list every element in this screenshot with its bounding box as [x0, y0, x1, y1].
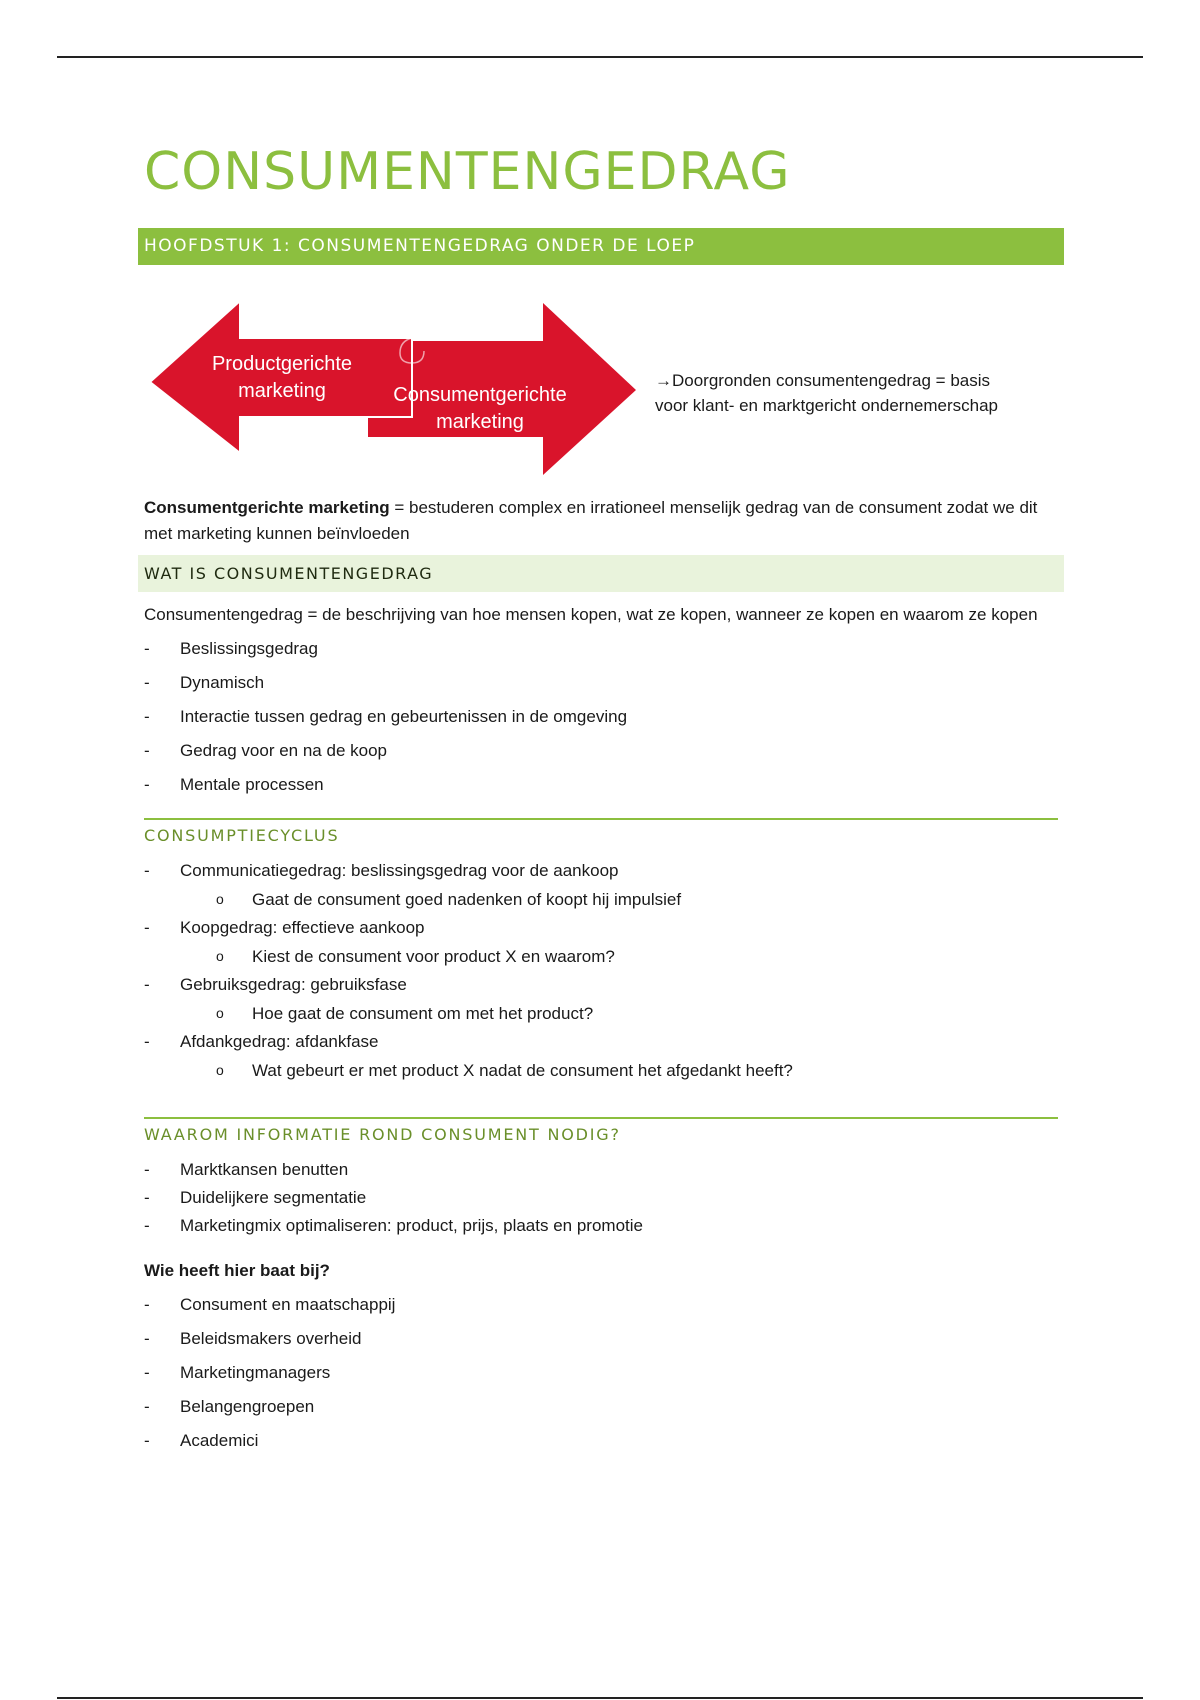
section-heading-cycle: CONSUMPTIECYCLUS: [144, 818, 1058, 845]
list-item: - Academici: [144, 1428, 1064, 1454]
document-body: [138, 140, 1064, 1462]
list-item: - Duidelijkere segmentatie: [144, 1184, 1064, 1212]
list-item: - Beslissingsgedrag: [144, 636, 1064, 662]
list-item: - Mentale processen: [144, 772, 1064, 798]
section-heading-why: WAAROM INFORMATIE ROND CONSUMENT NODIG?: [144, 1117, 1058, 1144]
list-item: - Interactie tussen gedrag en gebeurtenissen in de omgeving: [144, 704, 1064, 730]
list-item: - Marketingmix optimaliseren: product, prijs, plaats en promotie: [144, 1212, 1064, 1240]
list-item: [144, 971, 1064, 1028]
double-arrow-diagram: [138, 275, 648, 485]
definition-paragraph: [138, 495, 1064, 547]
sub-list-item: o Kiest de consument voor product X en waarom?: [216, 942, 1064, 971]
right-arrow-label-2: marketing: [436, 411, 524, 433]
sub-list-item: o Hoe gaat de consument om met het product?: [216, 999, 1064, 1028]
cycle-item-label: Koopgedrag: effectieve aankoop: [180, 918, 425, 937]
list-item: - Gedrag voor en na de koop: [144, 738, 1064, 764]
beneficiaries-list: [138, 1292, 1064, 1454]
list-item: - Beleidsmakers overheid: [144, 1326, 1064, 1352]
list-item: [144, 1028, 1064, 1085]
diagram-note-line-2: voor klant- en marktgericht ondernemerschap: [655, 396, 998, 415]
cycle-item-label: Gebruiksgedrag: gebruiksfase: [180, 975, 407, 994]
diagram-note-line-1: →Doorgronden consumentengedrag = basis: [655, 371, 991, 390]
list-item: - Belangengroepen: [144, 1394, 1064, 1420]
page-top-rule: [57, 56, 1143, 58]
left-arrow-label-1: Productgerichte: [211, 353, 353, 375]
list-item: - Consument en maatschappij: [144, 1292, 1064, 1318]
marketing-diagram: [138, 275, 1064, 485]
sub-list-item: o Wat gebeurt er met product X nadat de consument het afgedankt heeft?: [216, 1056, 1064, 1085]
page-bottom-rule: [57, 1697, 1143, 1699]
chapter-heading: HOOFDSTUK 1: CONSUMENTENGEDRAG ONDER DE LOEP: [138, 228, 1064, 265]
consumption-cycle-list: [138, 857, 1064, 1085]
definition-text: = bestuderen complex en irrationeel menselijk gedrag van de consument zodat we dit met marketing kunnen beïnvloeden: [144, 498, 1038, 543]
list-item: - Marktkansen benutten: [144, 1156, 1064, 1184]
characteristics-list: [138, 636, 1064, 798]
definition-term: Consumentgerichte marketing: [144, 498, 390, 517]
list-item: - Marketingmanagers: [144, 1360, 1064, 1386]
consumer-behaviour-definition: Consumentengedrag = de beschrijving van hoe mensen kopen, wat ze kopen, wanneer ze kopen en waarom ze kopen: [144, 605, 1038, 624]
cycle-item-label: Communicatiegedrag: beslissingsgedrag voor de aankoop: [180, 861, 619, 880]
section-heading-what: WAT IS CONSUMENTENGEDRAG: [138, 555, 1064, 592]
list-item: [144, 857, 1064, 914]
list-item: [144, 914, 1064, 971]
cycle-item-label: Afdankgedrag: afdankfase: [180, 1032, 379, 1051]
left-arrow-label-2: marketing: [238, 380, 326, 402]
right-arrow-label-1: Consumentgerichte: [393, 384, 567, 406]
list-item: - Dynamisch: [144, 670, 1064, 696]
document-title: CONSUMENTENGEDRAG: [144, 142, 791, 202]
diagram-note: [655, 368, 1055, 418]
beneficiaries-question: Wie heeft hier baat bij?: [144, 1261, 330, 1280]
sub-list-item: o Gaat de consument goed nadenken of koopt hij impulsief: [216, 885, 1064, 914]
reasons-list: [138, 1156, 1064, 1240]
